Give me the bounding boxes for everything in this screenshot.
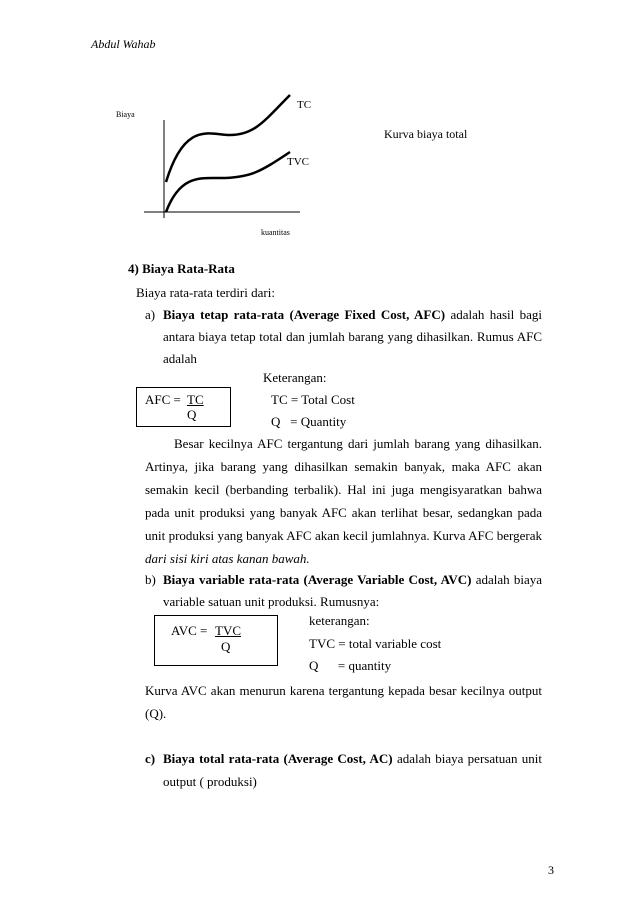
avc-ket-title: keterangan: [309, 613, 370, 628]
item-b-line1 [163, 571, 542, 589]
page-number: 3 [548, 863, 554, 877]
tc-curve [166, 95, 290, 182]
afc-formula-box [136, 387, 231, 427]
afc-denominator: Q [187, 407, 197, 422]
afc-para-last: dari sisi kiri atas kanan bawah. [145, 551, 310, 566]
x-axis-label: kuantitas [261, 228, 290, 237]
afc-formula-left: AFC = [145, 392, 181, 407]
item-b-line1-rest: adalah biaya [475, 572, 543, 587]
afc-para-line3: semakin kecil (berbanding terbalik). Hal ini juga mengisyaratkan bahwa [145, 482, 542, 497]
item-a-line2: antara biaya tetap total dan jumlah barang yang dihasilkan. Rumus AFC [163, 329, 542, 344]
item-a-bold: Biaya tetap rata-rata (Average Fixed Cost, AFC) [163, 307, 446, 322]
avc-para-line1: Kurva AVC akan menurun karena tergantung kepada besar kecilnya output [145, 683, 542, 698]
afc-para-line1: Besar kecilnya AFC tergantung dari jumlah barang yang dihasilkan. [174, 436, 542, 451]
item-c-bold: Biaya total rata-rata (Average Cost, AC) [163, 751, 393, 766]
tvc-curve [166, 152, 290, 212]
graph-caption: Kurva biaya total [384, 127, 468, 141]
item-c-line1 [163, 750, 542, 768]
item-c-line1-rest: adalah biaya persatuan unit [396, 751, 543, 766]
afc-ket-1: TC = Total Cost [271, 392, 355, 407]
item-c-line2: output ( produksi) [163, 774, 257, 789]
y-axis-label: Biaya [116, 110, 135, 119]
afc-ket-2: Q = Quantity [271, 414, 347, 429]
tvc-label: TVC [287, 156, 309, 168]
item-a-line1 [163, 306, 542, 324]
section-heading: 4) Biaya Rata-Rata [128, 261, 235, 276]
running-header: Abdul Wahab [91, 37, 156, 51]
afc-numerator: TC [187, 392, 204, 407]
afc-ket-title: Keterangan: [263, 370, 327, 385]
item-a-line3: adalah [163, 351, 197, 366]
avc-para-line2: (Q). [145, 706, 167, 721]
item-b-line2: variable satuan unit produksi. Rumusnya: [163, 594, 380, 609]
avc-ket-1: TVC = total variable cost [309, 636, 442, 651]
item-b-bold: Biaya variable rata-rata (Average Variable Cost, AVC) [163, 572, 472, 587]
item-b-marker: b) [145, 572, 156, 587]
item-c-marker: c) [145, 751, 156, 766]
section-intro: Biaya rata-rata terdiri dari: [136, 285, 275, 300]
avc-formula-left: AVC = [171, 623, 208, 638]
avc-ket-2: Q = quantity [309, 658, 392, 673]
item-a-line1-rest: adalah hasil bagi [450, 307, 543, 322]
afc-para-line4: pada unit produksi yang banyak AFC akan terlihat besar, sedangkan pada [145, 505, 542, 520]
afc-para-line2: Artinya, jika barang yang dihasilkan semakin banyak, maka AFC akan [145, 459, 542, 474]
avc-formula-box [154, 615, 278, 666]
avc-denominator: Q [221, 639, 231, 654]
item-a-marker: a) [145, 307, 156, 322]
avc-numerator: TVC [215, 623, 241, 638]
afc-para-line5: unit produksi yang banyak AFC akan kecil jumlahnya. Kurva AFC bergerak [145, 528, 542, 543]
tc-label: TC [297, 99, 312, 111]
